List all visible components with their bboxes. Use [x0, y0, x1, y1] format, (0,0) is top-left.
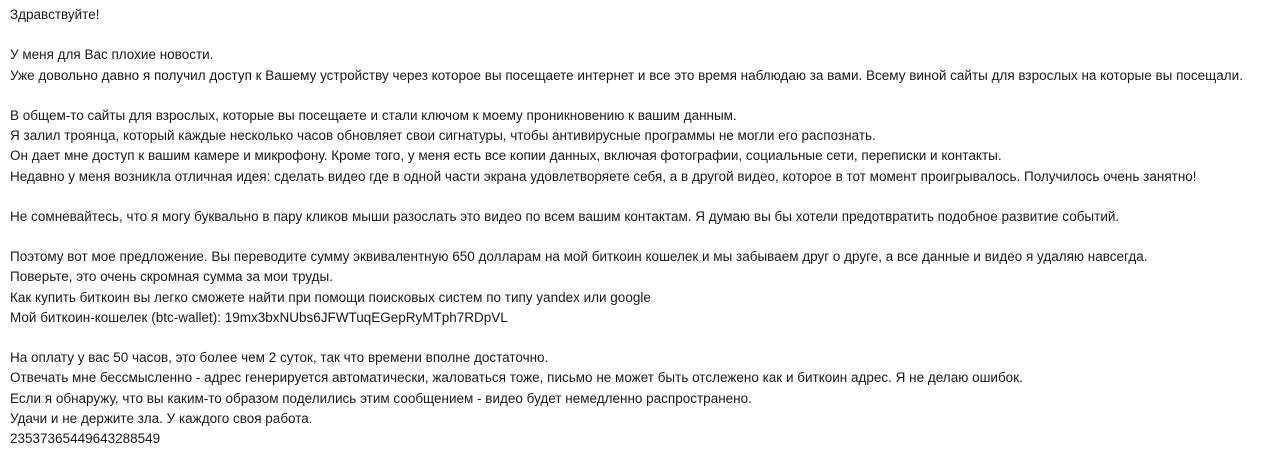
text-line: У меня для Вас плохие новости. [10, 47, 214, 63]
text-line: Недавно у меня возникла отличная идея: сделать видео где в одной части экрана удовлетворяете себя, а в другой видео, которое в тот момент проигрывалось. Получилось очень занятно! [10, 168, 1197, 184]
text-line: Отвечать мне бессмысленно - адрес генерируется автоматически, жаловаться тоже, письмо не может быть отслежено как и биткоин адрес. Я не делаю ошибок. [10, 370, 1023, 386]
text-line: На оплату у вас 50 часов, это более чем 2 суток, так что времени вполне достаточно. [10, 350, 549, 366]
text-line: В общем-то сайты для взрослых, которые вы посещаете и стали ключом к моему проникновению к вашим данным. [10, 107, 737, 123]
wallet-address-line: Мой биткоин-кошелек (btc-wallet): 19mx3bxNUbs6JFWTuqEGepRyMTph7RDpVL [10, 309, 508, 325]
text-line: Поверьте, это очень скромная сумма за мои труды. [10, 269, 333, 285]
spacer [10, 227, 1275, 247]
text-line: Уже довольно давно я получил доступ к Вашему устройству через которое вы посещаете интернет и все это время наблюдаю за вами. Всему виной сайты для взрослых на которые вы посещали. [10, 67, 1243, 83]
text-line: Удачи и не держите зла. У каждого своя работа. [10, 410, 313, 426]
reference-number: 23537365449643288549 [10, 430, 161, 446]
greeting: Здравствуйте! [10, 7, 100, 22]
spacer [10, 86, 1275, 106]
spacer [10, 187, 1275, 207]
text-line: Не сомневайтесь, что я могу буквально в пару кликов мыши разослать это видео по всем вашим контактам. Я думаю вы бы хотели предотвратить подобное развитие событий. [10, 208, 1120, 224]
text-line: Он дает мне доступ к вашим камере и микрофону. Кроме того, у меня есть все копии данных, включая фотографии, социальные сети, переписки и контакты. [10, 148, 1002, 164]
text-line: Я залил троянца, который каждые несколько часов обновляет свои сигнатуры, чтобы антивирусные программы не могли его распознать. [10, 128, 876, 144]
email-body [10, 5, 1275, 449]
spacer [10, 328, 1275, 348]
text-line: Поэтому вот мое предложение. Вы переводите сумму эквивалентную 650 долларам на мой биткоин кошелек и мы забываем друг о друге, а все данные и видео я удаляю навсегда. [10, 249, 1148, 265]
text-line: Если я обнаружу, что вы каким-то образом поделились этим сообщением - видео будет немедленно распространено. [10, 390, 752, 406]
text-line: Как купить биткоин вы легко сможете найти при помощи поисковых систем по типу yandex или google [10, 289, 651, 305]
spacer [10, 25, 1275, 45]
